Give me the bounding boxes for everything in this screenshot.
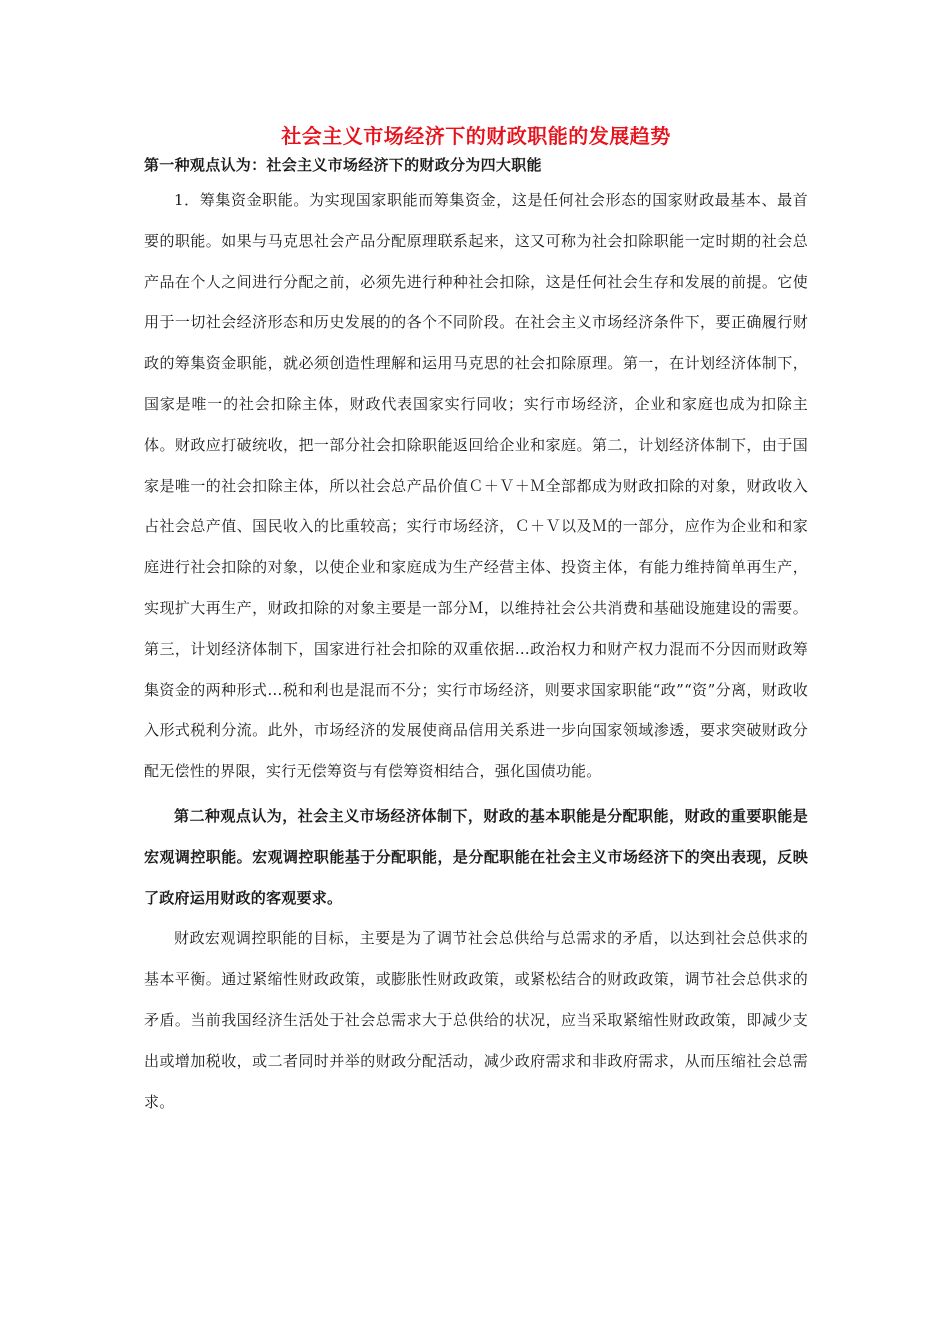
paragraph-fundraising-function: 1．筹集资金职能。为实现国家职能而筹集资金，这是任何社会形态的国家财政最基本、最首要的职能。如果与马克思社会产品分配原理联系起来，这又可称为社会扣除职能一定时期的社会总产品在个人之间进行分配之前，必须先进行种种社会扣除，这是任何社会生存和发展的前提。它使用于一切社会经济形态和历史发展的的各个不同阶段。在社会主义市场经济条件下，要正确履行财政的筹集资金职能，就必须创造性理解和运用马克思的社会扣除原理。第一，在计划经济体制下，国家是唯一的社会扣除主体，财政代表国家实行同收；实行市场经济，企业和家庭也成为扣除主体。财政应打破统收，把一部分社会扣除职能返回给企业和家庭。第二，计划经济体制下，由于国家是唯一的社会扣除主体，所以社会总产品价值Ｃ＋Ｖ＋Ｍ全部都成为财政扣除的对象，财政收入占社会总产值、国民收入的比重较高；实行市场经济，Ｃ＋Ｖ以及Ｍ的一部分，应作为企业和和家庭进行社会扣除的对象，以使企业和家庭成为生产经营主体、投资主体，有能力维持简单再生产，实现扩大再生产，财政扣除的对象主要是一部分Ｍ，以维持社会公共消费和基础设施建设的需要。第三，计划经济体制下，国家进行社会扣除的双重依据…政治权力和财产权力混而不分因而财政筹集资金的两种形式…税和利也是混而不分；实行市场经济，则要求国家职能“政”“资”分离，财政收入形式税利分流。此外，市场经济的发展使商品信用关系进一步向国家领域渗透，要求突破财政分配无偿性的界限，实行无偿筹资与有偿筹资相结合，强化国债功能。 bbox=[144, 191, 808, 781]
paragraph-second-viewpoint: 第二种观点认为，社会主义市场经济体制下，财政的基本职能是分配职能，财政的重要职能是宏观调控职能。宏观调控职能基于分配职能，是分配职能在社会主义市场经济下的突出表现，反映了政府运用财政的客观要求。 bbox=[144, 806, 808, 907]
document-title: 社会主义市场经济下的财政职能的发展趋势 bbox=[281, 124, 671, 148]
document-body bbox=[144, 118, 808, 1122]
paragraph-macro-control: 财政宏观调控职能的目标，主要是为了调节社会总供给与总需求的矛盾，以达到社会总供求的基本平衡。通过紧缩性财政政策，或膨胀性财政政策，或紧松结合的财政政策，调节社会总供求的矛盾。当前我国经济生活处于社会总需求大于总供给的状况，应当采取紧缩性财政政策，即减少支出或增加税收，或二者同时并举的财政分配活动，减少政府需求和非政府需求，从而压缩社会总需求。 bbox=[144, 929, 808, 1111]
first-viewpoint-heading: 第一种观点认为：社会主义市场经济下的财政分为四大职能 bbox=[144, 156, 542, 174]
